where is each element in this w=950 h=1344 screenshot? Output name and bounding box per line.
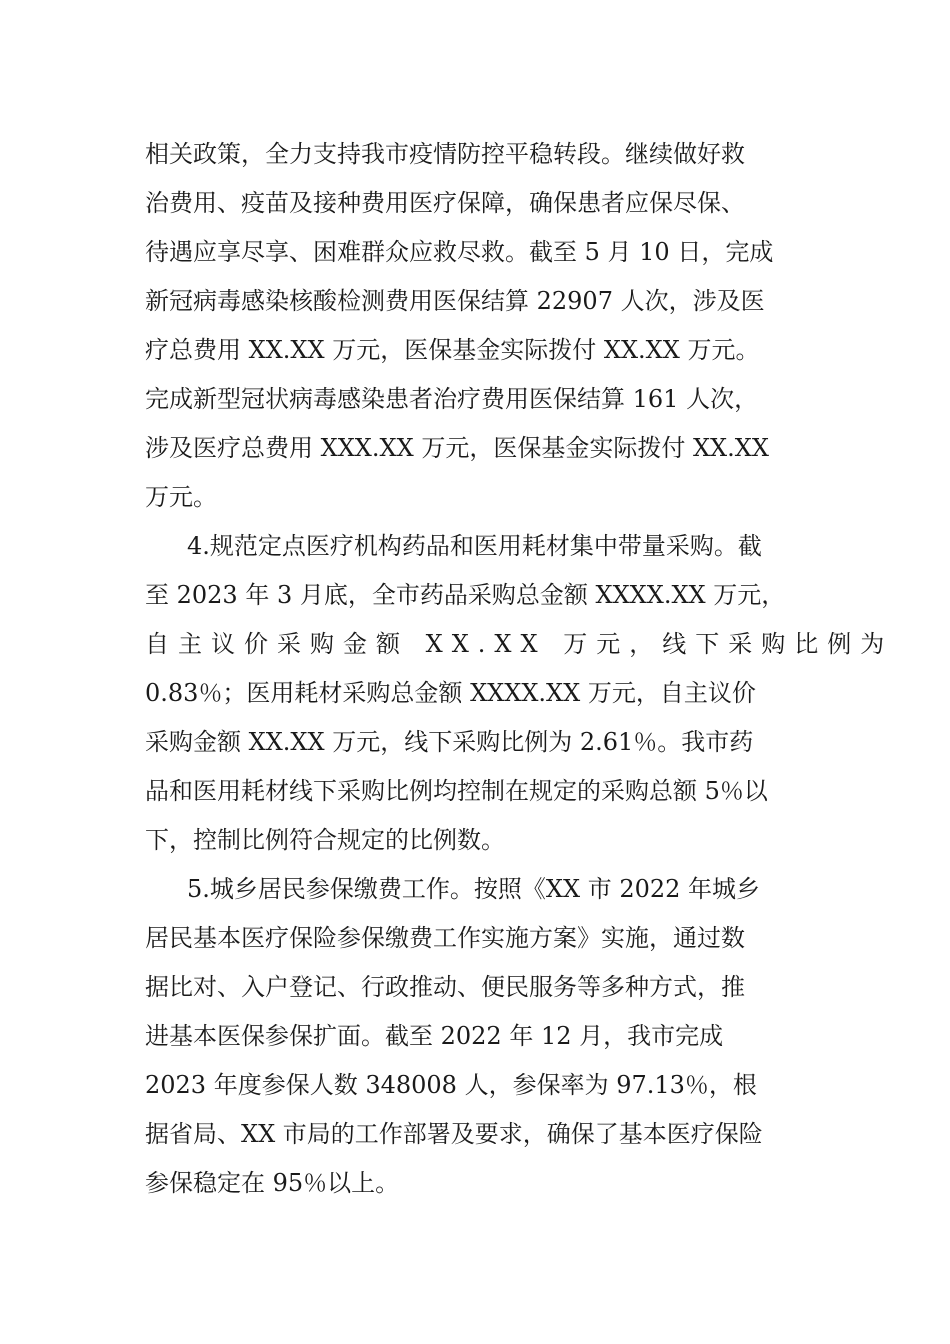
text-line: 待遇应享尽享、困难群众应救尽救。截至 5 月 10 日，完成	[145, 238, 774, 266]
document-body	[145, 130, 894, 1208]
text-line: 参保稳定在 95％以上。	[145, 1169, 400, 1197]
text-line: 进基本医保参保扩面。截至 2022 年 12 月，我市完成	[145, 1022, 724, 1050]
text-line: 完成新型冠状病毒感染患者治疗费用医保结算 161 人次，	[145, 385, 759, 413]
text-line: 下，控制比例符合规定的比例数。	[145, 826, 505, 854]
text-line: 采购金额 XX.XX 万元，线下采购比例为 2.61％。我市药	[145, 728, 754, 756]
paragraph-procurement	[145, 522, 894, 865]
text-line: 新冠病毒感染核酸检测费用医保结算 22907 人次，涉及医	[145, 287, 765, 315]
text-line: 品和医用耗材线下采购比例均控制在规定的采购总额 5％以	[145, 777, 768, 805]
paragraph-heading-line: 5.城乡居民参保缴费工作。按照《XX 市 2022 年城乡	[187, 875, 761, 903]
text-line: 治费用、疫苗及接种费用医疗保障，确保患者应保尽保、	[145, 189, 745, 217]
text-line: 相关政策，全力支持我市疫情防控平稳转段。继续做好救	[145, 140, 745, 168]
text-line: 据比对、入户登记、行政推动、便民服务等多种方式，推	[145, 973, 745, 1001]
paragraph-enrollment	[145, 865, 810, 1208]
text-line: 2023 年度参保人数 348008 人，参保率为 97.13％，根	[145, 1071, 757, 1099]
text-line: 涉及医疗总费用 XXX.XX 万元，医保基金实际拨付 XX.XX	[145, 434, 769, 462]
text-line: 据省局、XX 市局的工作部署及要求，确保了基本医疗保险	[145, 1120, 763, 1148]
text-line: 居民基本医疗保险参保缴费工作实施方案》实施，通过数	[145, 924, 745, 952]
text-line: 至 2023 年 3 月底，全市药品采购总金额 XXXX.XX 万元，	[145, 581, 786, 609]
text-line: 疗总费用 XX.XX 万元，医保基金实际拨付 XX.XX 万元。	[145, 336, 760, 364]
justified-text: 自主议价采购金额 XX.XX 万元，线下采购比例为	[145, 630, 894, 658]
paragraph-policy-support	[145, 130, 810, 522]
text-line: 0.83％；医用耗材采购总金额 XXXX.XX 万元，自主议价	[145, 679, 756, 707]
text-line: 万元。	[145, 483, 217, 511]
text-line-justified	[145, 620, 894, 669]
paragraph-heading-line: 4.规范定点医疗机构药品和医用耗材集中带量采购。截	[187, 532, 762, 560]
